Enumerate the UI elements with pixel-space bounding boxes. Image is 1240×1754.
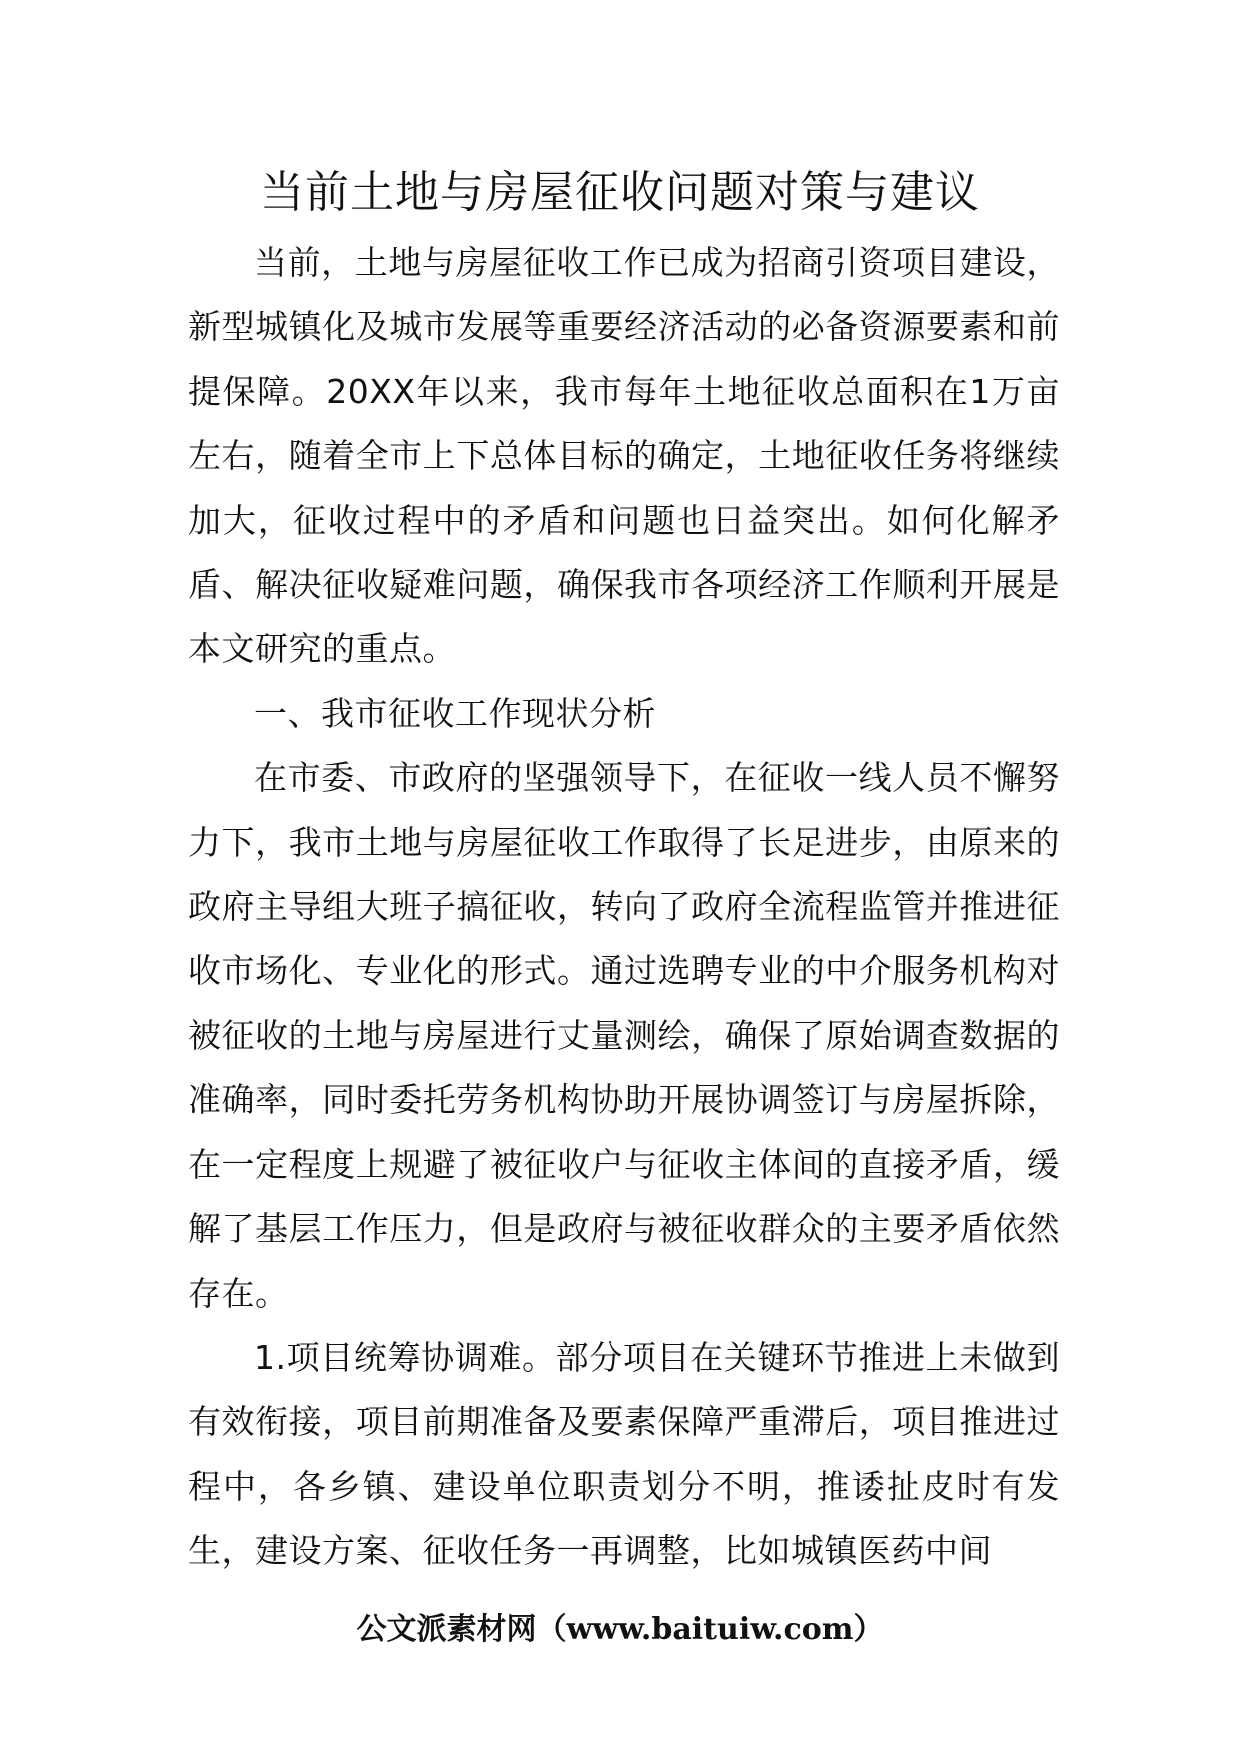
paragraph-status: 在市委、市政府的坚强领导下，在征收一线人员不懈努力下，我市土地与房屋征收工作取得了长足进步，由原来的政府主导组大班子搞征收，转向了政府全流程监管并推进征收市场化、专业化的形式。通过选聘专业的中介服务机构对被征收的土地与房屋进行丈量测绘，确保了原始调查数据的准确率，同时委托劳务机构协助开展协调签订与房屋拆除，在一定程度上规避了被征收户与征收主体间的直接矛盾，缓解了基层工作压力，但是政府与被征收群众的主要矛盾依然存在。: [188, 758, 1060, 1313]
document-title: 当前土地与房屋征收问题对策与建议: [260, 167, 980, 218]
document-body: [188, 231, 1060, 1584]
paragraph-intro: 当前，土地与房屋征收工作已成为招商引资项目建设，新型城镇化及城市发展等重要经济活动的必备资源要素和前提保障。20XX年以来，我市每年土地征收总面积在1万亩左右，随着全市上下总体目标的确定，土地征收任务将继续加大，征收过程中的矛盾和问题也日益突出。如何化解矛盾、解决征收疑难问题，确保我市各项经济工作顺利开展是本文研究的重点。: [188, 243, 1060, 669]
footer-brand: 公文派素材网: [356, 1612, 537, 1647]
section-heading: 一、我市征收工作现状分析: [254, 693, 656, 733]
footer-watermark: [0, 1610, 1240, 1650]
paragraph-item-1: 1.项目统筹协调难。部分项目在关键环节推进上未做到有效衔接，项目前期准备及要素保障严重滞后，项目推进过程中，各乡镇、建设单位职责划分不明，推诿扯皮时有发生，建设方案、征收任务一再调整，比如城镇医药中间: [188, 1337, 1060, 1571]
footer-site: （www.baituiw.com）: [536, 1612, 884, 1647]
